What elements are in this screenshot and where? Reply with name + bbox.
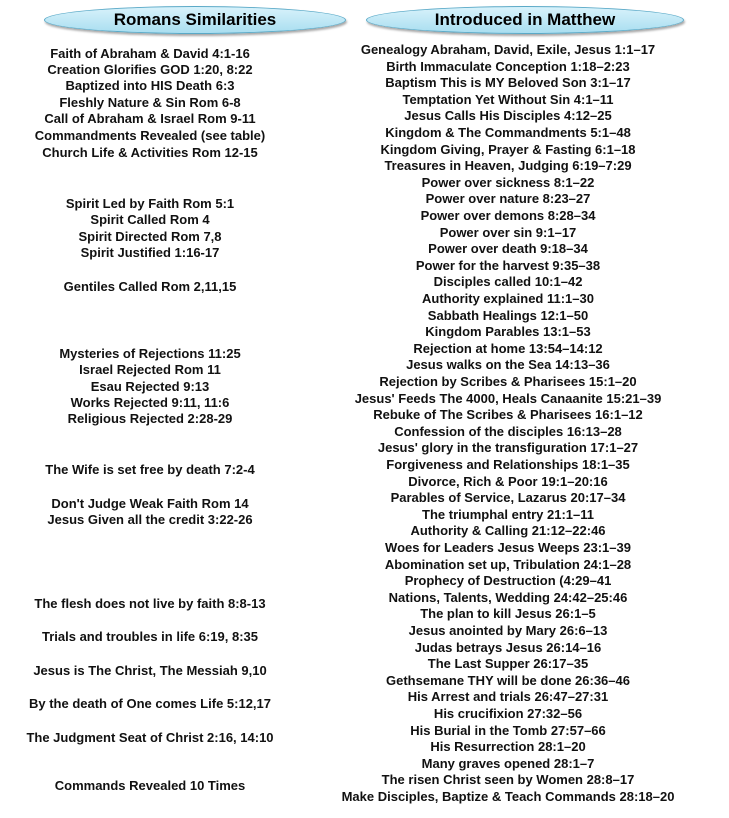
- romans-similarity-item: Fleshly Nature & Sin Rom 6-8: [59, 95, 241, 110]
- romans-similarities-header-text: Romans Similarities: [113, 10, 277, 29]
- matthew-topic-item: Divorce, Rich & Poor 19:1–20:16: [408, 473, 608, 489]
- matthew-topic-item: Confession of the disciples 16:13–28: [394, 423, 622, 439]
- matthew-topic-item: The plan to kill Jesus 26:1–5: [420, 606, 596, 622]
- matthew-topic-item: Sabbath Healings 12:1–50: [427, 307, 589, 323]
- romans-similarity-item: Baptized into HIS Death 6:3: [65, 78, 235, 93]
- matthew-topic-item: Jesus walks on the Sea 14:13–36: [406, 357, 610, 373]
- romans-similarity-item: Jesus is The Christ, The Messiah 9,10: [33, 663, 267, 678]
- romans-similarity-item: Spirit Led by Faith Rom 5:1: [65, 196, 235, 211]
- matthew-topic-item: Rebuke of The Scribes & Pharisees 16:1–12: [373, 407, 643, 423]
- romans-similarity-item: Spirit Justified 1:16-17: [80, 245, 220, 260]
- romans-similarity-item: Commands Revealed 10 Times: [54, 778, 246, 793]
- matthew-topic-item: Parables of Service, Lazarus 20:17–34: [390, 490, 626, 506]
- romans-similarity-item: Gentiles Called Rom 2,11,15: [63, 279, 237, 294]
- romans-similarity-item: Faith of Abraham & David 4:1-16: [50, 46, 250, 61]
- matthew-topic-item: Power over nature 8:23–27: [425, 191, 591, 207]
- romans-similarity-item: Israel Rejected Rom 11: [79, 362, 221, 377]
- romans-similarity-item: Esau Rejected 9:13: [90, 379, 210, 394]
- matthew-topic-item: Power for the harvest 9:35–38: [415, 257, 601, 273]
- matthew-topic-item: Authority & Calling 21:12–22:46: [410, 523, 606, 539]
- matthew-topic-item: Many graves opened 28:1–7: [421, 755, 595, 771]
- romans-similarity-item: Call of Abraham & Israel Rom 9-11: [44, 111, 256, 126]
- matthew-topic-item: Power over demons 8:28–34: [420, 208, 596, 223]
- matthew-topic-item: Forgiveness and Relationships 18:1–35: [386, 457, 630, 472]
- matthew-topic-item: Jesus Calls His Disciples 4:12–25: [404, 108, 612, 124]
- matthew-topic-item: Jesus anointed by Mary 26:6–13: [408, 623, 608, 638]
- matthew-topic-item: Genealogy Abraham, David, Exile, Jesus 1:1–17: [360, 42, 656, 57]
- romans-similarities-header: [44, 6, 346, 34]
- romans-similarity-item: Commandments Revealed (see table): [34, 128, 266, 143]
- romans-similarity-item: Don't Judge Weak Faith Rom 14: [51, 496, 249, 511]
- romans-similarity-item: The flesh does not live by faith 8:8-13: [34, 596, 266, 611]
- matthew-topic-item: Baptism This is MY Beloved Son 3:1–17: [385, 75, 631, 91]
- matthew-topic-item: Jesus' Feeds The 4000, Heals Canaanite 15:21–39: [354, 390, 662, 406]
- matthew-topic-item: Power over sin 9:1–17: [439, 224, 577, 240]
- matthew-topic-item: Rejection at home 13:54–14:12: [413, 340, 603, 356]
- matthew-topic-item: Rejection by Scribes & Pharisees 15:1–20: [379, 374, 637, 389]
- matthew-topic-item: Abomination set up, Tribulation 24:1–28: [384, 556, 632, 572]
- romans-similarity-item: Mysteries of Rejections 11:25: [59, 346, 241, 361]
- romans-similarity-item: Jesus Given all the credit 3:22-26: [47, 512, 253, 527]
- romans-similarity-item: By the death of One comes Life 5:12,17: [28, 696, 272, 711]
- matthew-topic-item: His crucifixion 27:32–56: [433, 706, 583, 721]
- matthew-topic-item: Power over sickness 8:1–22: [421, 174, 595, 190]
- matthew-topic-item: Temptation Yet Without Sin 4:1–11: [402, 91, 614, 107]
- romans-similarity-item: Works Rejected 9:11, 11:6: [70, 395, 230, 410]
- matthew-topic-item: Prophecy of Destruction (4:29–41: [404, 573, 612, 589]
- matthew-topic-item: Birth Immaculate Conception 1:18–2:23: [386, 58, 630, 74]
- romans-similarity-item: The Judgment Seat of Christ 2:16, 14:10: [26, 730, 274, 745]
- matthew-topic-item: Treasures in Heaven, Judging 6:19–7:29: [384, 158, 632, 174]
- romans-similarity-item: The Wife is set free by death 7:2-4: [45, 462, 255, 477]
- matthew-topic-item: Woes for Leaders Jesus Weeps 23:1–39: [385, 540, 631, 555]
- romans-similarity-item: Trials and troubles in life 6:19, 8:35: [41, 629, 259, 644]
- romans-similarity-item: Spirit Called Rom 4: [90, 212, 210, 227]
- matthew-topic-item: Kingdom & The Commandments 5:1–48: [385, 125, 631, 140]
- matthew-topic-item: Power over death 9:18–34: [428, 241, 588, 257]
- matthew-topic-item: His Burial in the Tomb 27:57–66: [410, 722, 606, 738]
- romans-similarity-item: Creation Glorifies GOD 1:20, 8:22: [47, 62, 253, 77]
- matthew-topic-item: Jesus' glory in the transfiguration 17:1–27: [377, 440, 639, 456]
- introduced-in-matthew-header-text: Introduced in Matthew: [434, 10, 616, 29]
- romans-similarity-item: Church Life & Activities Rom 12-15: [42, 145, 258, 160]
- matthew-topic-item: Nations, Talents, Wedding 24:42–25:46: [388, 589, 628, 605]
- romans-similarity-item: Spirit Directed Rom 7,8: [78, 229, 222, 244]
- matthew-topic-item: Gethsemane THY will be done 26:36–46: [386, 672, 630, 688]
- introduced-in-matthew-header: [366, 6, 684, 34]
- matthew-topic-item: Judas betrays Jesus 26:14–16: [414, 639, 602, 655]
- romans-similarity-item: Religious Rejected 2:28-29: [67, 411, 233, 426]
- matthew-topic-item: Authority explained 11:1–30: [422, 291, 594, 306]
- matthew-topic-item: Kingdom Parables 13:1–53: [425, 324, 591, 340]
- matthew-topic-item: The triumphal entry 21:1–11: [422, 506, 594, 522]
- matthew-topic-item: Make Disciples, Baptize & Teach Commands 28:18–20: [341, 789, 675, 804]
- matthew-topic-item: The risen Christ seen by Women 28:8–17: [381, 772, 635, 788]
- matthew-topic-item: His Arrest and trials 26:47–27:31: [407, 689, 609, 705]
- matthew-topic-item: His Resurrection 28:1–20: [430, 739, 586, 755]
- matthew-topic-item: Disciples called 10:1–42: [433, 274, 583, 290]
- matthew-topic-item: Kingdom Giving, Prayer & Fasting 6:1–18: [380, 141, 636, 157]
- matthew-topic-item: The Last Supper 26:17–35: [427, 656, 589, 672]
